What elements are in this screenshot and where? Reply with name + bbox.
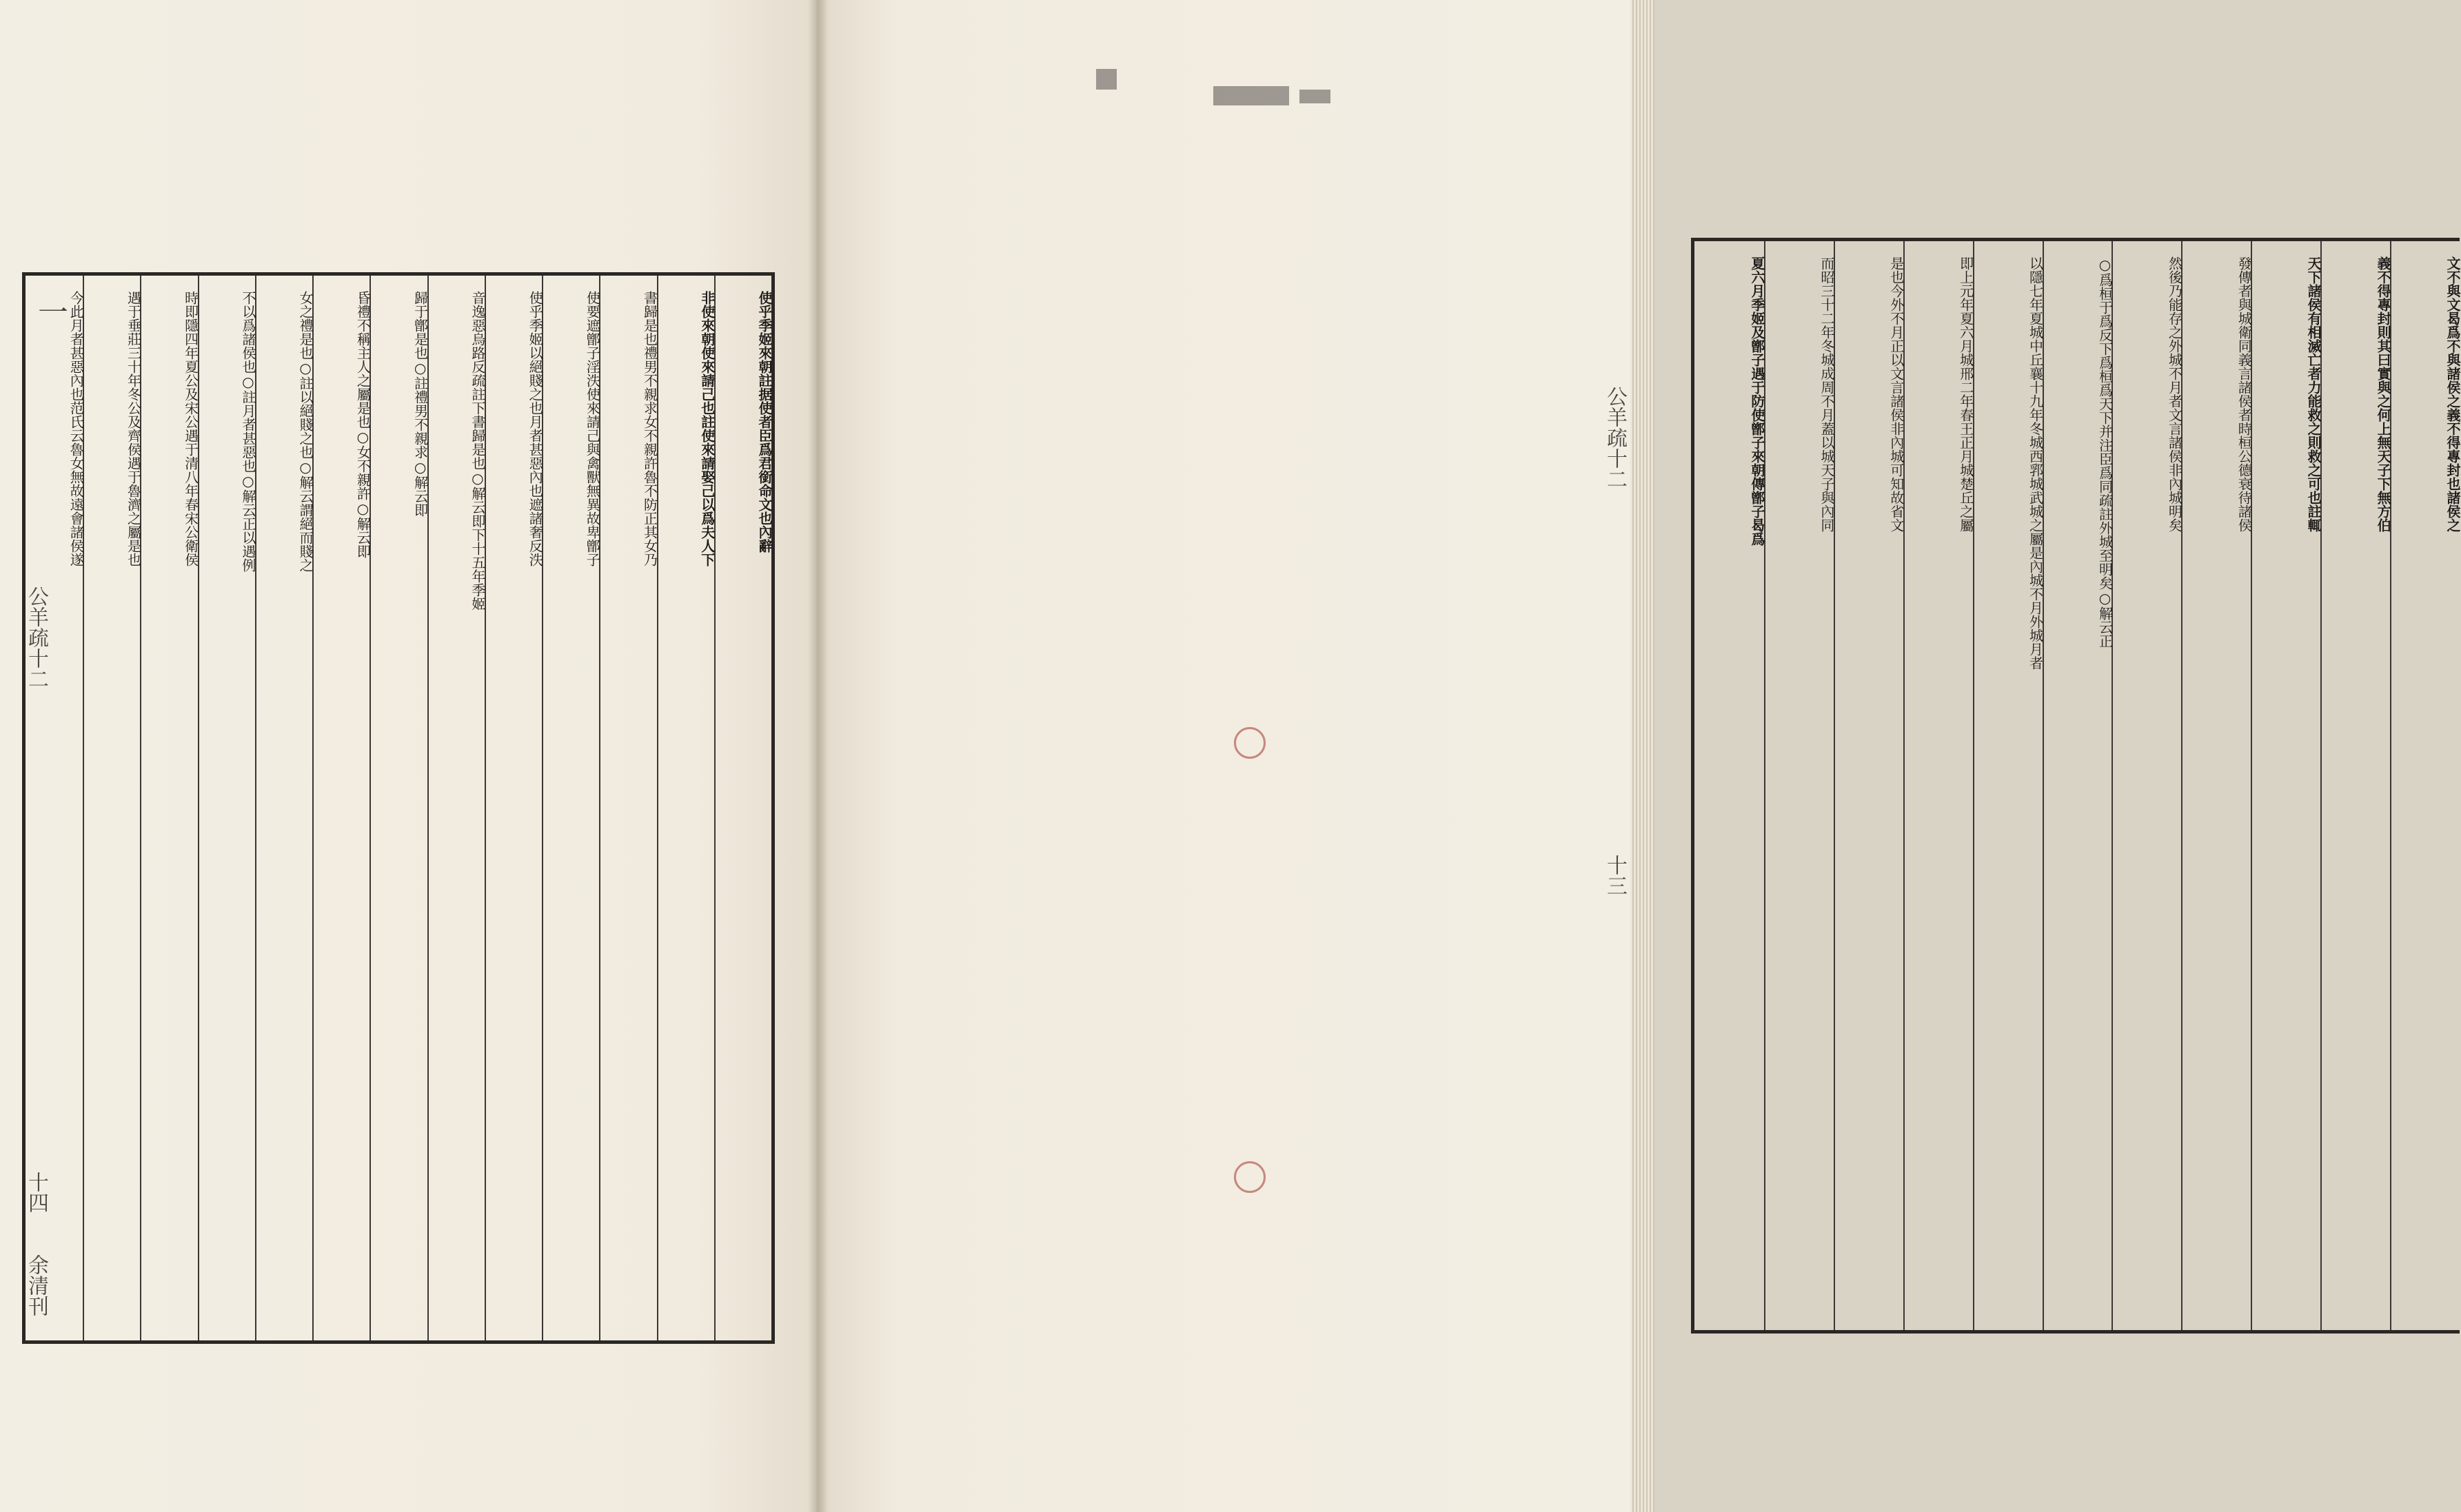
text-column: 天下諸侯有相滅亡者力能救之則救之可也註輒: [2251, 241, 2320, 1330]
text-column: 非使來朝使來請己也註使來請娶己以爲夫人下: [657, 276, 714, 1340]
text-column: 不以爲諸侯也○註月者甚惡也○解云正以遇例: [198, 276, 255, 1340]
text-column: 使乎季姬以絕賤之也月者甚惡內也遮諸奢反泆: [485, 276, 542, 1340]
left-page-mark: 一: [32, 296, 68, 327]
text-column: 義不得專封則其曰實與之何上無天子下無方伯: [2320, 241, 2390, 1330]
red-seal-mark: [1234, 727, 1266, 759]
red-seal-mark: [1234, 1161, 1266, 1193]
left-folio: 十四: [24, 1172, 48, 1213]
left-corner-note: 余清刊: [24, 1254, 48, 1316]
right-margin-title: 公羊疏十二: [1603, 386, 1627, 489]
ink-blot: [1213, 86, 1289, 105]
text-column: 音逸惡烏路反疏註下書歸是也○解云即下十五年季姬: [427, 276, 485, 1340]
text-column: 今此月者甚惡內也范氏云魯女無故遠會諸侯遂: [68, 291, 85, 566]
ink-blot: [1096, 69, 1117, 90]
text-column: ○爲桓于爲反下爲桓爲天下并注臣爲同疏註外城至明矣○解云正: [2043, 241, 2112, 1330]
text-column: 以隱七年夏城中丘襄十九年冬城西郛城武城之屬是內城不月外城月者: [1973, 241, 2043, 1330]
text-column: 是也今外不月正以文言諸侯非內城可知故省文: [1834, 241, 1903, 1330]
text-column: 使要遮鄫子淫泆使來請己與禽獸無異故卑鄫子: [542, 276, 599, 1340]
text-column: 發傳者與城衛同義言諸侯者時桓公德衰待諸侯: [2181, 241, 2251, 1330]
page-edges: [1630, 0, 1654, 1512]
ink-blot: [1299, 90, 1330, 103]
book-gutter: [808, 0, 829, 1512]
text-column: 時即隱四年夏公及宋公遇于清八年春宋公衛侯: [140, 276, 197, 1340]
right-page: [817, 0, 2461, 1512]
left-text-frame: [22, 272, 775, 1344]
text-column: 使乎季姬來朝註据使者臣爲君銜命文也內辭: [714, 276, 771, 1340]
text-column: 昏禮不稱主人之屬是也○女不親許○解云即: [312, 276, 369, 1340]
text-column: 而昭三十二年冬城成周不月蓋以城天子與內同: [1764, 241, 1834, 1330]
left-margin-title: 公羊疏十二: [24, 586, 48, 689]
right-text-frame: [1691, 238, 2460, 1334]
right-folio: 十三: [1603, 855, 1627, 896]
left-page: [0, 0, 817, 1512]
text-column: 書歸是也禮男不親求女不親許魯不防正其女乃: [599, 276, 656, 1340]
text-column: 文不與文曷爲不與諸侯之義不得專封也諸侯之: [2390, 241, 2460, 1330]
text-column: 即上元年夏六月城邢二年春王正月城楚丘之屬: [1903, 241, 1973, 1330]
text-column: 女之禮是也○註以絕賤之也○解云謂絕而賤之: [255, 276, 312, 1340]
text-column: 遇于垂莊三十年冬公及齊侯遇于魯濟之屬是也: [83, 276, 140, 1340]
text-column: 夏六月季姬及鄫子遇于防使鄫子來朝傳鄫子曷爲: [1748, 256, 1765, 546]
text-column: 歸于鄫是也○註禮男不親求○解云即: [369, 276, 427, 1340]
text-column: 然後乃能存之外城不月者文言諸侯非內城明矣: [2111, 241, 2181, 1330]
